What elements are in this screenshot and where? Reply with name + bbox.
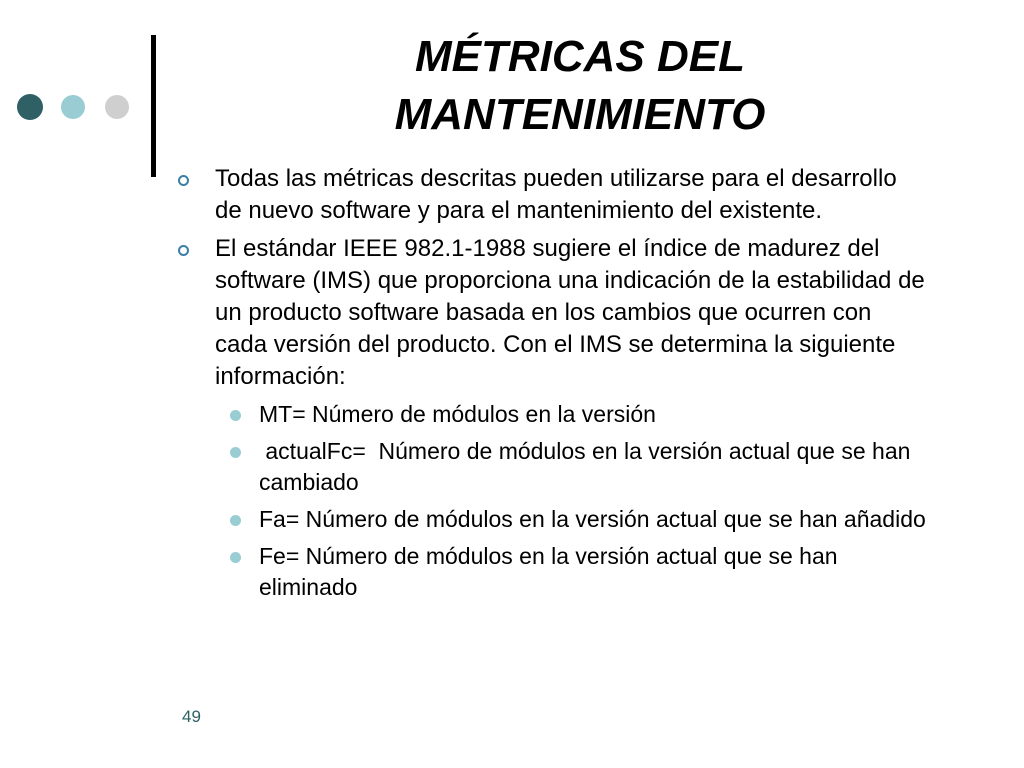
sub-bullet-text: actualFc= Número de módulos en la versión actual que se han cambiado xyxy=(259,438,917,495)
page-number: 49 xyxy=(182,707,201,726)
dot-bullet-icon xyxy=(230,515,241,526)
sub-bullet-text: MT= Número de módulos en la versión xyxy=(259,401,656,427)
sub-bullet-text: Fe= Número de módulos en la versión actual que se han eliminado xyxy=(259,543,838,600)
bullet-text: Todas las métricas descritas pueden utilizarse para el desarrollo de nuevo software y para el mantenimiento del existente. xyxy=(215,165,897,224)
ring-bullet-icon xyxy=(178,175,189,186)
bullet-item xyxy=(176,163,930,227)
decor-dot-gray xyxy=(105,95,129,119)
sub-bullet-item xyxy=(215,504,939,535)
slide-title-line2: MANTENIMIENTO xyxy=(394,90,766,139)
sub-bullet-item xyxy=(215,436,939,498)
decor-dot-light xyxy=(61,95,85,119)
bullet-text: El estándar IEEE 982.1-1988 sugiere el índice de madurez del software (IMS) que proporciona una indicación de la estabilidad de un producto software basada en los cambios que ocurren con cada versión del producto. Con el IMS se determina la siguiente información: xyxy=(215,235,925,390)
decor-vertical-line xyxy=(151,35,156,177)
slide-content xyxy=(176,163,946,609)
sub-bullet-text: Fa= Número de módulos en la versión actual que se han añadido xyxy=(259,506,926,532)
slide-title-line1: MÉTRICAS DEL xyxy=(415,32,745,81)
dot-bullet-icon xyxy=(230,447,241,458)
sub-bullet-list xyxy=(215,399,946,603)
sub-bullet-item xyxy=(215,541,939,603)
bullet-item xyxy=(176,233,930,393)
dot-bullet-icon xyxy=(230,552,241,563)
ring-bullet-icon xyxy=(178,245,189,256)
dot-bullet-icon xyxy=(230,410,241,421)
decor-dot-dark xyxy=(17,94,43,120)
sub-bullet-item xyxy=(215,399,939,430)
slide-title xyxy=(300,28,860,144)
